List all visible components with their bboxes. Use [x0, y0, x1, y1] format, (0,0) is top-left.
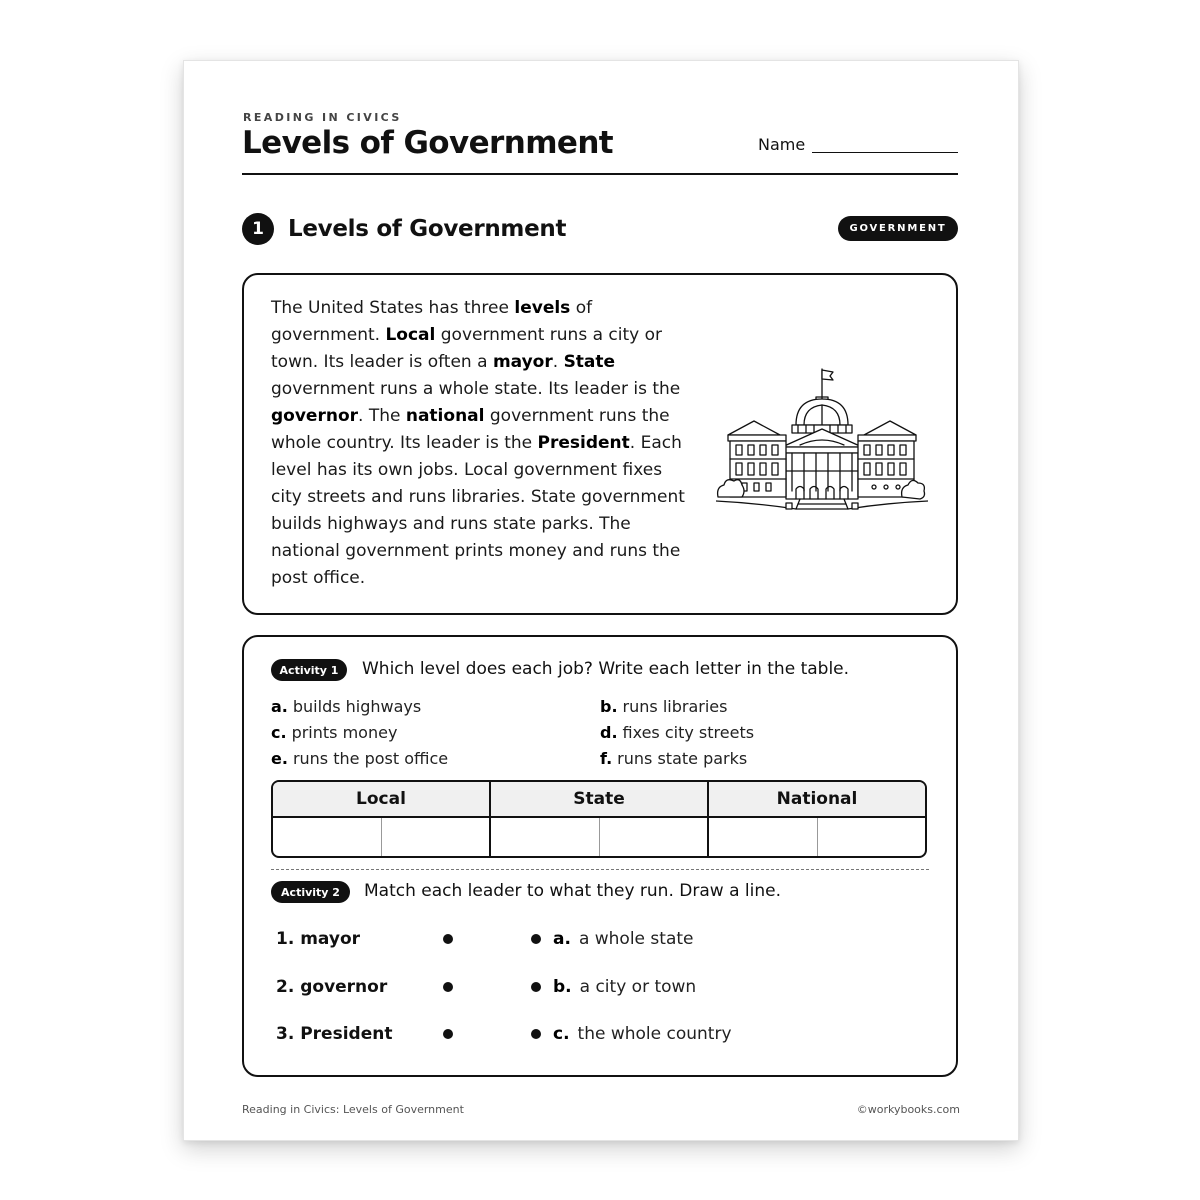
name-write-line[interactable]: [812, 152, 958, 153]
activity-2-prompt: Match each leader to what they run. Draw a line.: [364, 881, 781, 901]
reading-passage: [271, 295, 691, 592]
place-dot[interactable]: [531, 982, 541, 992]
place-item: c. the whole country: [553, 1024, 732, 1044]
worksheet-title: Levels of Government: [242, 125, 614, 161]
footer-title: Reading in Civics: Levels of Government: [242, 1103, 464, 1116]
activity-box: [242, 635, 958, 1077]
activity-2-badge: Activity 2: [271, 881, 350, 903]
answer-cell[interactable]: [709, 818, 818, 858]
section-number-badge: 1: [242, 213, 274, 245]
choice-item: b. runs libraries: [600, 697, 728, 716]
section-title: Levels of Government: [288, 216, 567, 242]
choice-item: c. prints money: [271, 723, 398, 742]
key-term: Local: [385, 325, 436, 345]
passage-text: The United States has three: [271, 298, 515, 318]
place-item: a. a whole state: [553, 929, 694, 949]
capitol-building-icon: [716, 367, 928, 517]
sorting-table: [271, 780, 927, 858]
place-item: b. a city or town: [553, 977, 697, 997]
answer-cell[interactable]: [491, 818, 600, 858]
sorting-table-body: [273, 818, 925, 858]
worksheet-kicker: READING IN CIVICS: [243, 111, 402, 124]
passage-text: . Each level has its own jobs. Local government fixes city streets and runs libraries. State government builds highways and runs state parks. The national government prints money and runs the post office.: [271, 433, 685, 588]
place-dot[interactable]: [531, 934, 541, 944]
footer-copyright: ©workybooks.com: [856, 1103, 960, 1116]
column-header-state: State: [491, 782, 709, 816]
activity-1-badge: Activity 1: [271, 659, 347, 681]
leader-dot[interactable]: [443, 982, 453, 992]
national-column: [709, 818, 925, 858]
leader-item: 1. mayor: [276, 929, 361, 949]
key-term: governor: [271, 406, 359, 426]
choice-item: e. runs the post office: [271, 749, 449, 768]
passage-text: of government.: [271, 298, 593, 345]
passage-text: . The: [358, 406, 406, 426]
match-row: [276, 973, 916, 1001]
choice-item: d. fixes city streets: [600, 723, 755, 742]
key-term: mayor: [492, 352, 553, 372]
header-divider: [242, 173, 958, 175]
choice-item: f. runs state parks: [600, 749, 748, 768]
key-term: President: [537, 433, 630, 453]
choice-item: a. builds highways: [271, 697, 422, 716]
answer-cell[interactable]: [818, 818, 926, 858]
match-row: [276, 925, 916, 953]
answer-cell[interactable]: [382, 818, 490, 858]
passage-text: government runs the whole country. Its leader is the: [271, 406, 670, 453]
leader-item: 2. governor: [276, 977, 388, 997]
key-term: levels: [514, 298, 571, 318]
leader-dot[interactable]: [443, 1029, 453, 1039]
key-term: State: [563, 352, 616, 372]
match-row: [276, 1020, 916, 1048]
activity-divider: [271, 869, 929, 870]
topic-tag: GOVERNMENT: [838, 216, 958, 241]
sorting-table-header: [273, 782, 925, 818]
worksheet-page: [183, 60, 1019, 1141]
passage-text: .: [552, 352, 564, 372]
reading-passage-box: [242, 273, 958, 615]
column-header-local: Local: [273, 782, 491, 816]
answer-cell[interactable]: [600, 818, 708, 858]
passage-text: government runs a city or town. Its leader is often a: [271, 325, 662, 372]
answer-cell[interactable]: [273, 818, 382, 858]
column-header-national: National: [776, 789, 858, 809]
passage-text: government runs a whole state. Its leader is the: [271, 379, 681, 399]
key-term: national: [405, 406, 485, 426]
name-label: Name: [758, 135, 806, 154]
place-dot[interactable]: [531, 1029, 541, 1039]
activity-1-prompt: Which level does each job? Write each letter in the table.: [362, 659, 850, 679]
leader-item: 3. President: [276, 1024, 393, 1044]
local-column: [273, 818, 491, 858]
state-column: [491, 818, 709, 858]
leader-dot[interactable]: [443, 934, 453, 944]
